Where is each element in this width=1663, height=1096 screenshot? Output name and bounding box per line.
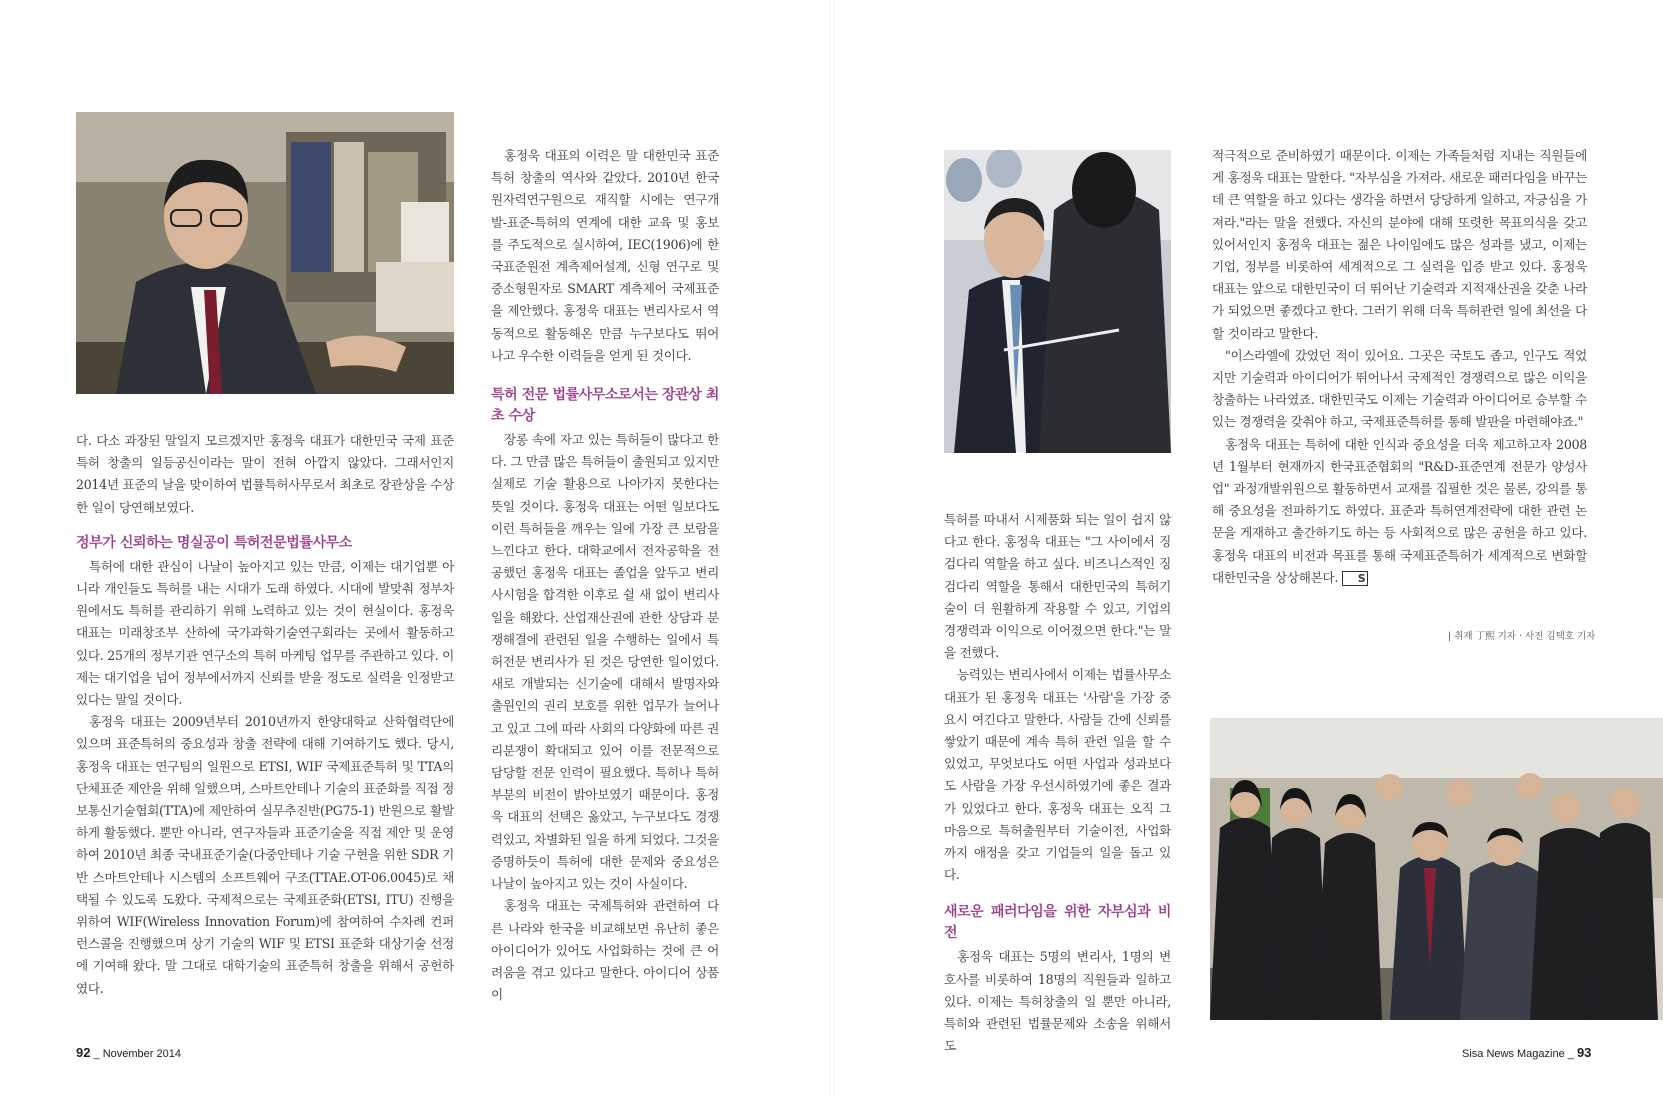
ceremony-photo-image <box>944 150 1171 453</box>
right-folio <box>1462 1045 1591 1060</box>
col2-heading: 특허 전문 법률사무소로서는 장관상 최초 수상 <box>491 387 719 425</box>
right-page-number: 93 <box>1576 1045 1592 1060</box>
left-folio-text: _ November 2014 <box>93 1048 181 1060</box>
col2-paragraph-1: 홍정욱 대표의 이력은 말 대한민국 표준특허 창출의 역사와 같았다. 2010년 한국원자력연구원으로 재직할 시에는 연구개발-표준-특허의 연계에 대한 교육 및 홍보를 주도적으로 실시하여, IEC(1906)에 한국표준원전 계측제어설계, 신형 연구로 및 중소형원자로 SMART 계측제어 국제표준을 제안했다. 홍정욱 대표는 변리사로서 역동적으로 활동해온 만큼 누구보다도 뛰어나고 우수한 이력들을 얻게 된 것이다. <box>491 148 719 363</box>
col1-heading: 정부가 신뢰하는 명실공이 특허전문법률사무소 <box>76 534 352 551</box>
left-folio <box>76 1045 181 1060</box>
group-photo-image <box>1210 718 1663 1020</box>
col4-paragraph-2: "이스라엘에 갔었던 적이 있어요. 그곳은 국토도 좁고, 인구도 적었지만 기술력과 아이디어가 뛰어나서 국제적인 경쟁력으로 많은 이익을 창출하는 나라였죠. 대한민국도 이제는 기술력과 아이디어로 승부할 수 있는 경쟁력을 갖춰야 하고, 국제표준특허를 통해 발판을 마련해야죠." <box>1212 347 1587 430</box>
col3-paragraph-3: 홍정욱 대표는 5명의 변리사, 1명의 변호사를 비롯하여 18명의 직원들과 일하고 있다. 이제는 특허창출의 일 뿐만 아니라, 특히와 관련된 법률문제와 소송을 위해서도 <box>944 949 1171 1054</box>
right-column-3 <box>944 509 1171 1057</box>
left-column-2 <box>491 145 719 1006</box>
right-folio-text: Sisa News Magazine _ <box>1462 1048 1574 1060</box>
col1-intro: 다. 다소 과장된 말일지 모르겠지만 홍정욱 대표가 대한민국 국제 표준특허 창출의 일등공신이라는 말이 전혀 아깝지 않았다. 그래서인지 2014년 표준의 날을 맞이하여 법률특허사무로서 최초로 장관상을 수상한 일이 당연해보였다. <box>76 433 454 515</box>
portrait-photo-image <box>76 112 454 394</box>
right-column-4 <box>1212 145 1587 589</box>
col4-paragraph-3-text: 홍정욱 대표는 특허에 대한 인식과 중요성을 더욱 제고하고자 2008년 1월부터 현재까지 한국표준협회의 "R&D-표준연계 전문가 양성사업" 과정개발위원으로 활동하면서 교재를 집필한 것은 물론, 강의를 통해 중요성을 전파하기도 하였다. 표준과 특허연계전략에 대한 관련 논문을 게재하고 출간하기도 하는 등 사회적으로 많은 공헌을 하고 있다. 홍정욱 대표의 비전과 목표를 통해 국제표준특허가 세계적으로 변화할 대한민국을 상상해본다. <box>1212 436 1587 585</box>
col2-paragraph-2: 장롱 속에 자고 있는 특허들이 많다고 한다. 그 만큼 많은 특허들이 출원되고 있지만 실제로 기술 활용으로 나아가지 못한다는 뜻일 것이다. 홍정욱 대표는 어떤 일보다도 이런 특허들을 깨우는 일에 가장 큰 보람을 느낀다고 한다. 대학교에서 전자공학을 전공했던 홍정욱 대표는 졸업을 앞두고 변리사시험을 합격한 이후로 쉴 새 없이 변리사 일을 해왔다. 산업재산권에 관한 상담과 분쟁해결에 관련된 일을 수행하는 일에서 특허전문 변리사가 된 것은 당연한 일이었다. 새로 개발되는 신기술에 대해서 발명자와 출원인의 권리 보호를 위한 업무가 늘어나고 있고 그에 따라 사회의 다양화에 따른 권리분쟁이 확대되고 있어 이를 전문적으로 담당할 전문 인력이 필요했다. 특히나 특허 부분의 비전이 밝아보였기 때문이다. 홍정욱 대표의 선택은 옳았고, 누구보다도 경쟁력있고, 차별화된 일을 하게 되었다. 그것을 증명하듯이 특허에 대한 문제와 중요성은 나날이 높아지고 있는 것이 사실이다. <box>491 432 719 892</box>
page-gutter <box>829 0 835 1096</box>
col3-paragraph-2: 능력있는 변리사에서 이제는 법률사무소 대표가 된 홍정욱 대표는 '사람'을 가장 중요시 여긴다고 말한다. 사람들 간에 신뢰를 쌓았기 때문에 계속 특허 관련 일을 할 수 있었고, 무엇보다도 어떤 사업과 성과보다도 사람을 가장 우선시하였기에 좋은 결과가 있었다고 한다. 홍정욱 대표는 오직 그 마음으로 특허출원부터 기술이전, 사업화까지 애정을 갖고 기업들의 일을 돕고 있다. <box>944 667 1171 883</box>
left-page-number: 92 <box>76 1045 91 1060</box>
col4-paragraph-1: 적극적으로 준비하였기 때문이다. 이제는 가족들처럼 지내는 직원들에게 홍정욱 대표는 말한다. "자부심을 가져라. 새로운 패러다임을 바꾸는데 큰 역할을 하고 있다는 생각을 하면서 당당하게 일하고, 자긍심을 가져라."라는 말을 전했다. 자신의 분야에 대해 또렷한 목표의식을 갖고 있어서인지 홍정욱 대표는 젊은 나이임에도 많은 성과를 냈고, 이제는 기업, 정부를 비롯하여 세계적으로 그 실력을 입증 받고 있다. 홍정욱 대표는 앞으로 대한민국이 더 뛰어난 기술력과 지적재산권을 갖춘 나라가 되었으면 좋겠다고 한다. 그러기 위해 더욱 특허관련 일에 최선을 다할 것이라고 말한다. <box>1212 148 1587 341</box>
photo-credit: | 취재 丁熙 기자 · 사진 김택호 기자 <box>1448 631 1596 642</box>
award-ceremony-photo <box>944 150 1171 453</box>
col3-heading: 새로운 패러다임을 위한 자부심과 비전 <box>944 904 1171 942</box>
left-column-1 <box>76 430 454 1000</box>
col1-paragraph-2: 홍정욱 대표는 2009년부터 2010년까지 한양대학교 산학협력단에 있으며 표준특허의 중요성과 창출 전략에 대해 기여하기도 했다. 당시, 홍정욱 대표는 연구팀의 일원으로 ETSI, WIF 국제표준특허 및 TTA의 단체표준 제안을 위해 일했으며, 스마트안테나 기술의 표준화를 직접 정보통신기술협회(TTA)에 제안하여 실무추진반(PG75-1) 반원으로 활발하게 활동했다. 뿐만 아니라, 연구자들과 표준기술을 직접 제안 및 운영하여 2010년 최종 국내표준기술(다중안테나 기술 구현을 위한 SDR 기반 스마트안테나 시스템의 소프트웨어 구조(TTAE.OT-06.0045)로 채택될 수 있도록 도왔다. 국제적으로는 국제표준화(ETSI, ITU) 진행을 위하여 WIF(Wireless Innovation Forum)에 참여하여 수차례 컨퍼런스콜을 진행했으며 상기 기술의 WIF 및 ETSI 표준화 대상기술 선정에 기여해 왔다. 말 그대로 대학기술의 표준특허 창출을 위해서 공헌하였다. <box>76 714 454 996</box>
col4-paragraph-3 <box>1212 434 1587 589</box>
col2-paragraph-3: 홍정욱 대표는 국제특허와 관련하여 다른 나라와 한국을 비교해보면 유난히 좋은 아이디어가 있어도 사업화하는 것에 큰 어려움을 겪고 있다고 말한다. 아이디어 상품이 <box>491 898 719 1003</box>
col3-paragraph-1: 특허를 따내서 시제품화 되는 일이 쉽지 않다고 한다. 홍정욱 대표는 "그 사이에서 징검다리 역할을 하고 싶다. 비즈니스적인 징검다리 역할을 통해서 대한민국의 특허기술이 더 원활하게 작용할 수 있고, 기업의 경쟁력과 이익으로 이어졌으면 한다."는 말을 전했다. <box>944 512 1171 661</box>
portrait-photo <box>76 112 454 394</box>
staff-group-photo <box>1210 718 1663 1020</box>
end-mark-icon: S <box>1342 571 1369 586</box>
col1-paragraph-1: 특허에 대한 관심이 나날이 높아지고 있는 만큼, 이제는 대기업뿐 아니라 개인들도 특허를 내는 시대가 도래 하였다. 시대에 발맞춰 정부차원에서도 특허를 관리하기 위해 노력하고 있는 것이 현실이다. 홍정욱 대표는 미래창조부 산하에 국가과학기술연구회라는 곳에서 활동하고 있다. 25개의 정부기관 연구소의 특허 마케팅 업무를 주관하고 있다. 이제는 대기업을 넘어 정부에서까지 신뢰를 받을 정도로 실력을 인정받고 있다는 말일 것이다. <box>76 558 454 708</box>
